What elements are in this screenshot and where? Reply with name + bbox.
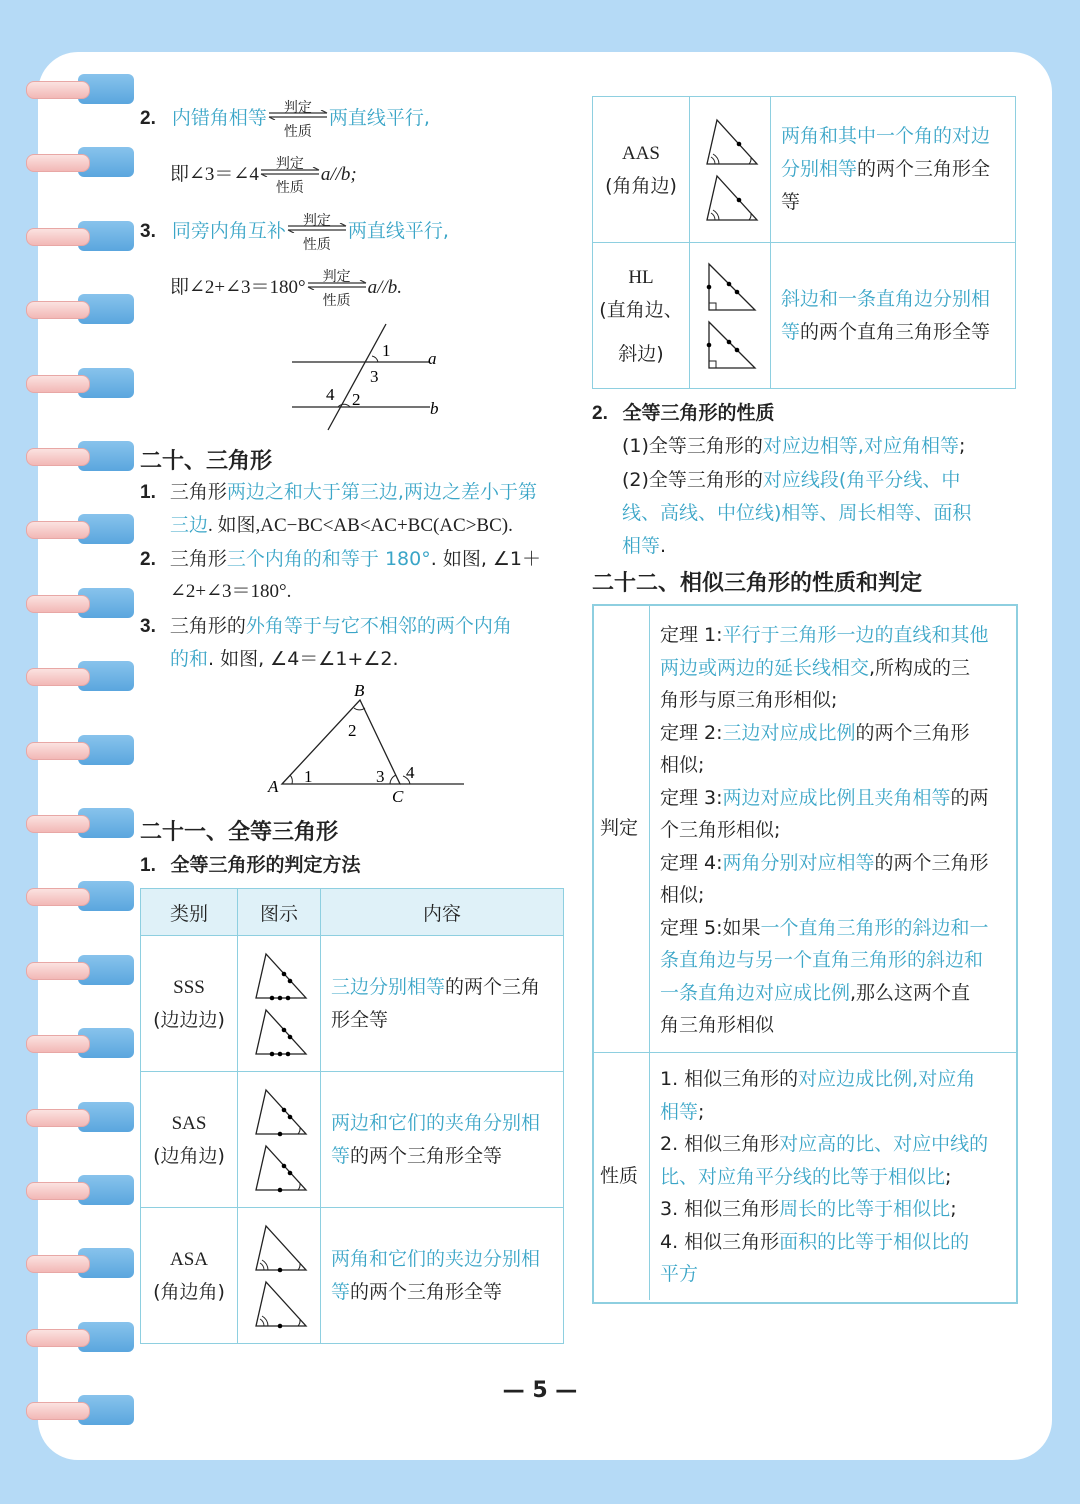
spiral-ring [26,1102,112,1132]
theorem-1: 定理 1:平行于三角形一边的直线和其他 [660,624,989,646]
property-4: 4. 相似三角形面积的比等于相似比的 [660,1230,970,1253]
spiral-ring [26,294,112,324]
svg-text:3: 3 [376,767,385,786]
sec20-item-3: 3. 三角形的外角等于与它不相邻的两个内角 [140,615,512,637]
header-figure: 图示 [238,889,321,936]
svg-text:b: b [430,399,439,418]
triangle-sss-icon [248,950,310,1002]
svg-text:4: 4 [326,385,335,404]
parallel-lines-figure [280,320,460,435]
theorem-4: 定理 4:两角分别对应相等的两个三角形 [660,851,989,874]
spiral-ring [26,221,112,251]
spiral-ring [26,1322,112,1352]
judge-theorems: 定理 1:平行于三角形一边的直线和其他 两边或两边的延长线相交,所构成的三 角形与原三角形相似; 定理 2:三边对应成比例的两个三角形 相似; 定理 3:两边对应成比例且夹角相等的两 个三角形相似; 定理 4:两角分别对应相等的两个三角形 相似; 定理 5:如果一个直角三角形的斜边和一 条直角边与另一个直角三角形的斜边和 一条直角边对应成比例,那么这两个直 角三角形相似 [660,619,1012,1042]
svg-text:3: 3 [370,367,379,386]
item-2-parallel: 2. 内错角相等 判定 性质 两直线平行, [140,100,430,140]
table-row: SSS (边边边) 三边分别相等的两个三角形全等 [141,936,564,1072]
triangle-exterior-angle-figure [260,678,470,808]
right-triangle-hl-icon [699,318,761,372]
triangle-aas-icon [699,116,761,168]
section-21-title: 二十一、全等三角形 [140,820,339,845]
item-2-formula: 即∠3＝∠4 判定 性质 a//b; [170,157,357,196]
table-row: ASA (角边角) 两角和它们的夹边分别相等的两个三角形全等 [141,1208,564,1344]
spiral-ring [26,661,112,691]
svg-text:B: B [354,681,365,700]
triangle-asa-icon [248,1278,310,1330]
section-22-title: 二十二、相似三角形的性质和判定 [592,571,923,596]
svg-text:4: 4 [406,763,415,782]
sec21-subtitle: 1. 全等三角形的判定方法 [140,854,361,876]
spiral-ring [26,735,112,765]
table-row: HL (直角边、 斜边) 斜边和一条直角边分别相等的两个直角三角形全等 [593,243,1016,389]
triangle-sss-icon [248,1006,310,1058]
table-row: AAS (角角边) 两角和其中一个角的对边分别相等的两个三角形全等 [593,97,1016,243]
spiral-ring [26,368,112,398]
item-3-formula: 即∠2+∠3＝180° 判定 性质 a//b. [170,270,402,309]
page-number: — 5 — [502,1378,578,1403]
svg-text:C: C [392,787,404,806]
property-2: 2. 相似三角形对应高的比、对应中线的 [660,1133,989,1155]
theorem-5: 定理 5:如果一个直角三角形的斜边和一 [660,916,989,939]
spiral-ring [26,808,112,838]
svg-text:2: 2 [348,721,357,740]
header-content: 内容 [321,889,564,936]
table-row: SAS (边角边) 两边和它们的夹角分别相等的两个三角形全等 [141,1072,564,1208]
triangle-sas-icon [248,1142,310,1194]
header-category: 类别 [141,889,238,936]
spiral-ring [26,1175,112,1205]
sec20-item-1: 1. 三角形两边之和大于第三边,两边之差小于第 [140,481,537,503]
spiral-ring [26,1248,112,1278]
spiral-ring [26,955,112,985]
property-label: 性质 [600,1165,639,1187]
svg-text:1: 1 [304,767,313,786]
svg-text:A: A [268,777,279,796]
spiral-ring [26,147,112,177]
right-item-2-title: 2. 全等三角形的性质 [592,402,775,424]
congruence-table-right [592,96,1016,389]
equivalence-arrow: 判定 性质 [267,102,329,134]
item-3-parallel: 3. 同旁内角互补 判定 性质 两直线平行, [140,213,449,253]
svg-text:a: a [428,349,437,368]
similar-properties: 1. 相似三角形的对应边成比例,对应角 相等; 2. 相似三角形对应高的比、对应中线的 比、对应角平分线的比等于相似比; 3. 相似三角形周长的比等于相似比; 4. 相似三角形面积的比等于相似比的 平方 [660,1063,1012,1291]
congruence-table-left [140,888,564,1344]
triangle-asa-icon [248,1222,310,1274]
property-line-1: (1)全等三角形的对应边相等,对应角相等; [622,435,966,457]
spiral-ring [26,588,112,618]
right-triangle-hl-icon [699,260,761,314]
triangle-aas-icon [699,172,761,224]
spiral-ring [26,1028,112,1058]
spiral-ring [26,74,112,104]
property-1: 1. 相似三角形的对应边成比例,对应角 [660,1068,976,1090]
property-3: 3. 相似三角形周长的比等于相似比; [660,1198,957,1220]
spiral-ring [26,514,112,544]
svg-text:2: 2 [352,390,361,409]
spiral-ring [26,881,112,911]
property-line-2: (2)全等三角形的对应线段(角平分线、中 [622,469,961,491]
spiral-ring [26,441,112,471]
judge-label: 判定 [600,817,639,839]
svg-text:1: 1 [382,341,391,360]
theorem-3: 定理 3:两边对应成比例且夹角相等的两 [660,786,989,809]
section-20-title: 二十、三角形 [140,449,273,474]
triangle-sas-icon [248,1086,310,1138]
theorem-2: 定理 2:三边对应成比例的两个三角形 [660,721,970,744]
sec20-item-2: 2. 三角形三个内角的和等于 180°. 如图, ∠1＋ [140,548,542,570]
